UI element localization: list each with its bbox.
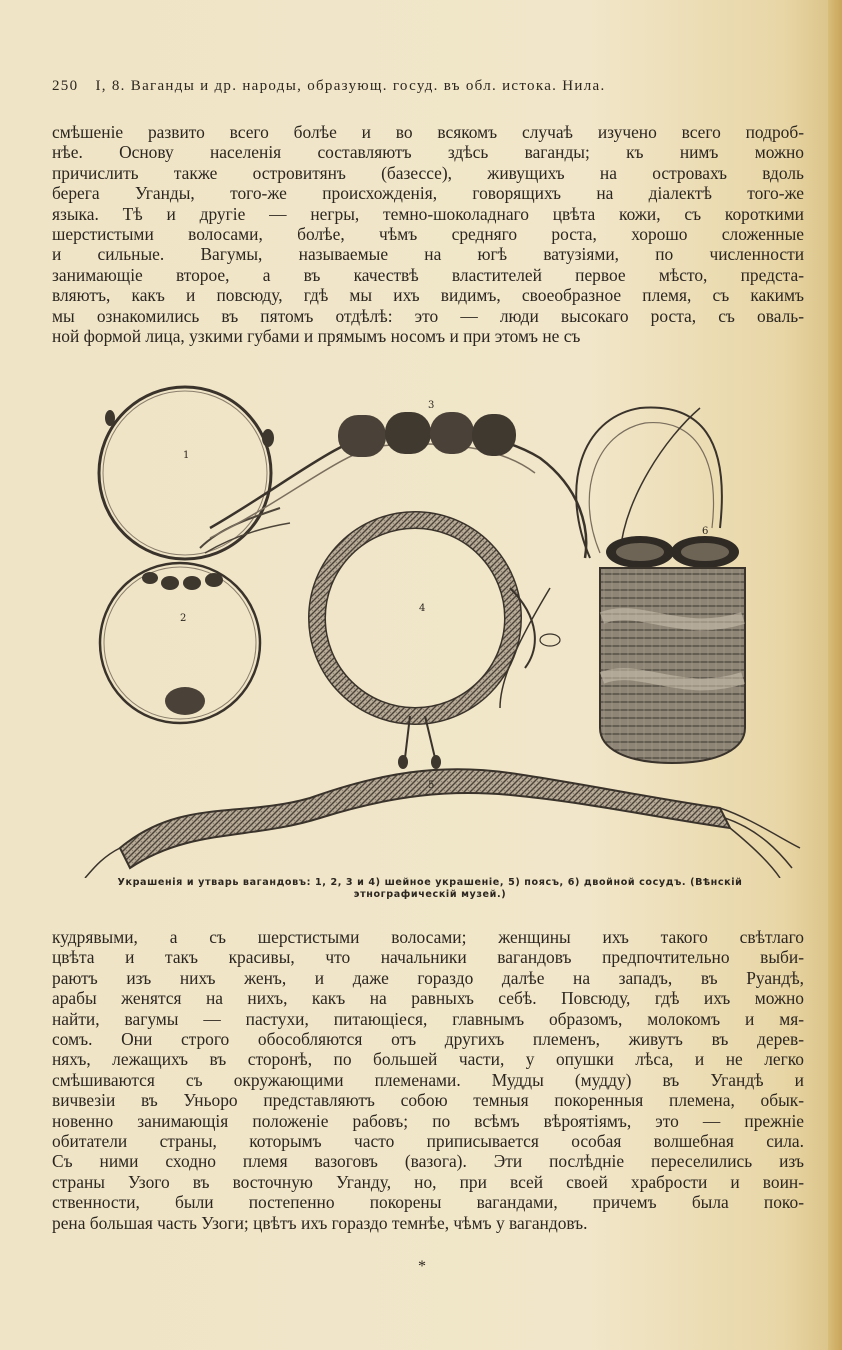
text-line: шерстистыми волосами, болѣе, чѣмъ средняго роста, хорошо сложенные — [52, 224, 804, 245]
caption-line-1: Украшенія и утварь вагандовъ: 1, 2, 3 и 4) шейное украшеніе, 5) поясъ, 6) двойной сосудъ. (Вѣнскій — [117, 877, 743, 888]
figure-caption — [60, 877, 800, 901]
text-line: мы ознакомились въ пятомъ отдѣлѣ: это — люди высокаго роста, съ оваль- — [52, 305, 804, 326]
text-line: ной формой лица, узкими губами и прямымъ носомъ и при этомъ не съ — [52, 326, 581, 347]
text-line: вляютъ, какъ и повсюду, гдѣ мы ихъ видимъ, своеобразное племя, съ какимъ — [52, 285, 804, 306]
illustration-svg — [80, 378, 810, 878]
figure-label-3: 3 — [428, 400, 435, 411]
page-number: 250 — [52, 78, 79, 94]
text-line: цвѣта и такъ красивы, что начальники вагандовъ предпочтительно выби- — [52, 947, 804, 968]
text-line: рена большая часть Узоги; цвѣтъ ихъ гораздо темнѣе, чѣмъ у вагандовъ. — [52, 1212, 588, 1233]
text-line: найти, вагумы — пастухи, питающіеся, главнымъ образомъ, молокомъ и мя- — [52, 1008, 804, 1029]
running-title: I, 8. Ваганды и др. народы, образующ. госуд. въ обл. истока. Нила. — [95, 78, 606, 94]
body-text-top — [52, 122, 804, 346]
text-line: новенно занимающія положеніе рабовъ; по всѣмъ вѣроятіямъ, это — прежніе — [52, 1110, 804, 1131]
text-line: причислить также островитянъ (базессе), живущихъ на островахъ вдоль — [52, 162, 804, 183]
text-line: обитатели страны, которымъ часто приписывается особая волшебная сила. — [52, 1131, 804, 1152]
body-text-bottom — [52, 927, 804, 1233]
text-line: ственности, были постепенно покорены вагандами, причемъ была поко- — [52, 1192, 804, 1213]
necklace-2 — [100, 508, 290, 723]
text-line: раютъ изъ нихъ женъ, и даже гораздо далѣе на западъ, въ Руандѣ, — [52, 967, 804, 988]
double-vessel-6 — [500, 408, 745, 763]
figure-label-5: 5 — [428, 780, 435, 791]
text-line: берега Уганды, того-же происхожденія, говорящихъ на діалектѣ того-же — [52, 183, 804, 204]
text-line: сомъ. Они строго обособляются отъ другихъ племенъ, живутъ въ дерев- — [52, 1029, 804, 1050]
text-line: кудрявыми, а съ шерстистыми волосами; женщины ихъ такого свѣтлаго — [52, 927, 804, 947]
figure-label-6: 6 — [702, 526, 709, 537]
text-line: страны Узого въ восточную Уганду, но, при всей своей храбрости и воин- — [52, 1171, 804, 1192]
belt-5 — [85, 769, 800, 878]
figure-label-2: 2 — [180, 613, 187, 624]
running-head — [52, 78, 792, 98]
text-line: няхъ, лежащихъ въ сторонѣ, по большей части, у опушки лѣса, и не легко — [52, 1049, 804, 1070]
text-line: занимающіе второе, а въ качествѣ властителей первое мѣсто, предста- — [52, 264, 804, 285]
text-line: и сильные. Вагумы, называемые на югѣ ватузіями, по численности — [52, 244, 804, 265]
page-edge — [828, 0, 842, 1350]
figure-label-4: 4 — [419, 603, 426, 614]
footer-mark: * — [418, 1258, 426, 1275]
text-line: смѣшеніе развито всего болѣе и во всякомъ случаѣ изучено всего подроб- — [52, 122, 804, 142]
ornaments-illustration — [80, 378, 810, 878]
figure-label-1: 1 — [183, 450, 190, 461]
caption-line-2: этнографическій музей.) — [353, 889, 507, 900]
text-line: арабы женятся на нихъ, какъ на равныхъ себѣ. Повсюду, гдѣ ихъ можно — [52, 988, 804, 1009]
text-line: смѣшиваются съ окружающими племенами. Мудды (мудду) въ Угандѣ и — [52, 1069, 804, 1090]
text-line: вичвезіи въ Уньоро представляютъ собою темныя покоренныя племена, обык- — [52, 1090, 804, 1111]
text-line: нѣе. Основу населенія составляютъ здѣсь ваганды; къ нимъ можно — [52, 142, 804, 163]
text-line: Съ ними сходно племя вазоговъ (вазога). Эти послѣдніе переселились изъ — [52, 1151, 804, 1172]
necklace-4 — [317, 520, 560, 769]
text-line: языка. Тѣ и другіе — негры, темно-шоколаднаго цвѣта кожи, съ короткими — [52, 203, 804, 224]
